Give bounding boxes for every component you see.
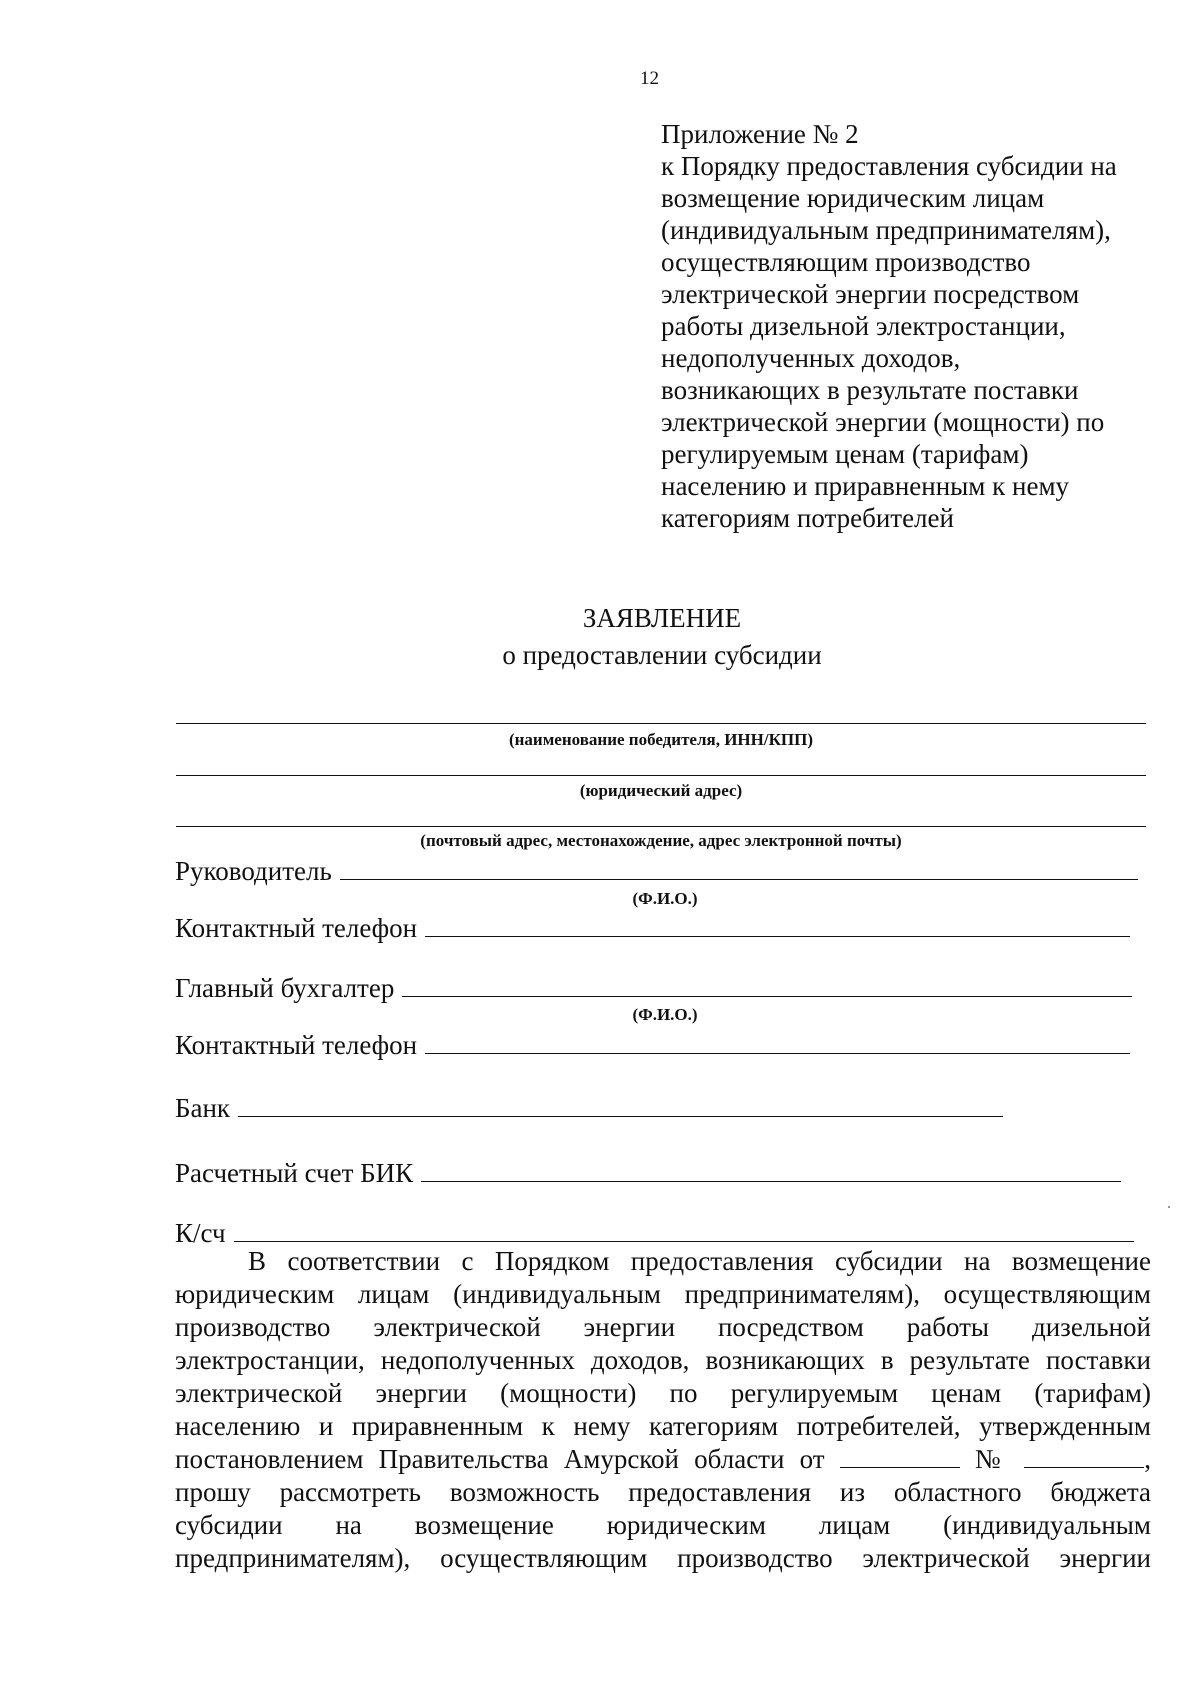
- account-bik-label: Расчетный счет БИК: [175, 1158, 414, 1188]
- director-field[interactable]: [340, 857, 1138, 880]
- appendix-line: (индивидуальным предпринимателям),: [661, 215, 1111, 245]
- winner-name-line[interactable]: [176, 723, 1146, 724]
- appendix-line: возникающих в результате поставки: [661, 375, 1079, 405]
- phone-2-row: [175, 1030, 1130, 1061]
- appendix-line: электрической энергии посредством: [661, 279, 1080, 309]
- chief-accountant-fio-hint: (Ф.И.О.): [632, 1005, 698, 1024]
- decree-date-field[interactable]: [840, 1447, 960, 1468]
- bank-field[interactable]: [238, 1094, 1003, 1117]
- appendix-line: Приложение № 2: [661, 119, 859, 149]
- corr-account-label: К/сч: [175, 1218, 226, 1248]
- body-line-decree: [175, 1443, 1151, 1476]
- body-line: электростанции, недополученных доходов, возникающих в результате поставки: [175, 1345, 1151, 1375]
- appendix-line: недополученных доходов,: [661, 343, 961, 373]
- appendix-line: осуществляющим производство: [661, 247, 1031, 277]
- body-line: юридическим лицам (индивидуальным предпринимателям), осуществляющим: [175, 1279, 1151, 1309]
- phone-1-label: Контактный телефон: [175, 913, 418, 943]
- decree-number-sign: №: [974, 1444, 1010, 1474]
- scan-speck: [1168, 1206, 1170, 1208]
- appendix-line: электрической энергии (мощности) по: [661, 407, 1105, 437]
- phone-1-field[interactable]: [425, 914, 1130, 937]
- bank-label: Банк: [175, 1093, 231, 1123]
- appendix-block: [661, 118, 1181, 534]
- document-title: ЗАЯВЛЕНИЕ: [582, 603, 742, 633]
- body-paragraph: [175, 1245, 1151, 1575]
- postal-address-line[interactable]: [176, 826, 1146, 827]
- legal-address-line[interactable]: [176, 775, 1146, 776]
- winner-name-hint: (наименование победителя, ИНН/КПП): [508, 730, 814, 749]
- appendix-line: регулируемым ценам (тарифам): [661, 439, 1029, 469]
- decree-text: постановлением Правительства Амурской области от: [175, 1444, 825, 1474]
- body-line: производство электрической энергии посредством работы дизельной: [175, 1312, 1151, 1342]
- body-line: предпринимателям), осуществляющим производство электрической энергии: [175, 1543, 1151, 1573]
- body-line: субсидии на возмещение юридическим лицам (индивидуальным: [175, 1510, 1151, 1540]
- appendix-line: к Порядку предоставления субсидии на: [661, 151, 1117, 181]
- page-number: 12: [640, 68, 659, 89]
- appendix-line: возмещение юридическим лицам: [661, 183, 1045, 213]
- phone-1-row: [175, 913, 1130, 944]
- account-bik-row: [175, 1158, 1121, 1189]
- director-label: Руководитель: [175, 856, 332, 886]
- body-line: электрической энергии (мощности) по регулируемым ценам (тарифам): [175, 1378, 1151, 1408]
- legal-address-hint: (юридический адрес): [579, 781, 743, 800]
- body-line: В соответствии с Порядком предоставления субсидии на возмещение: [248, 1246, 1151, 1276]
- account-bik-field[interactable]: [421, 1159, 1121, 1182]
- corr-account-field[interactable]: [234, 1219, 1134, 1242]
- body-line: населению и приравненным к нему категориям потребителей, утвержденным: [175, 1411, 1151, 1441]
- document-subtitle: о предоставлении субсидии: [502, 640, 822, 670]
- appendix-line: категориям потребителей: [661, 503, 954, 533]
- chief-accountant-label: Главный бухгалтер: [175, 973, 395, 1003]
- chief-accountant-row: [175, 973, 1132, 1004]
- appendix-line: работы дизельной электростанции,: [661, 311, 1066, 341]
- decree-number-field[interactable]: [1024, 1447, 1144, 1468]
- body-line: прошу рассмотреть возможность предоставления из областного бюджета: [175, 1477, 1151, 1507]
- director-row: [175, 856, 1138, 887]
- postal-address-hint: (почтовый адрес, местонахождение, адрес электронной почты): [420, 831, 902, 850]
- phone-2-field[interactable]: [425, 1031, 1130, 1054]
- phone-2-label: Контактный телефон: [175, 1030, 418, 1060]
- bank-row: [175, 1093, 1003, 1124]
- director-fio-hint: (Ф.И.О.): [632, 889, 698, 908]
- decree-comma: ,: [1144, 1444, 1151, 1474]
- appendix-line: населению и приравненным к нему: [661, 471, 1070, 501]
- chief-accountant-field[interactable]: [402, 974, 1132, 997]
